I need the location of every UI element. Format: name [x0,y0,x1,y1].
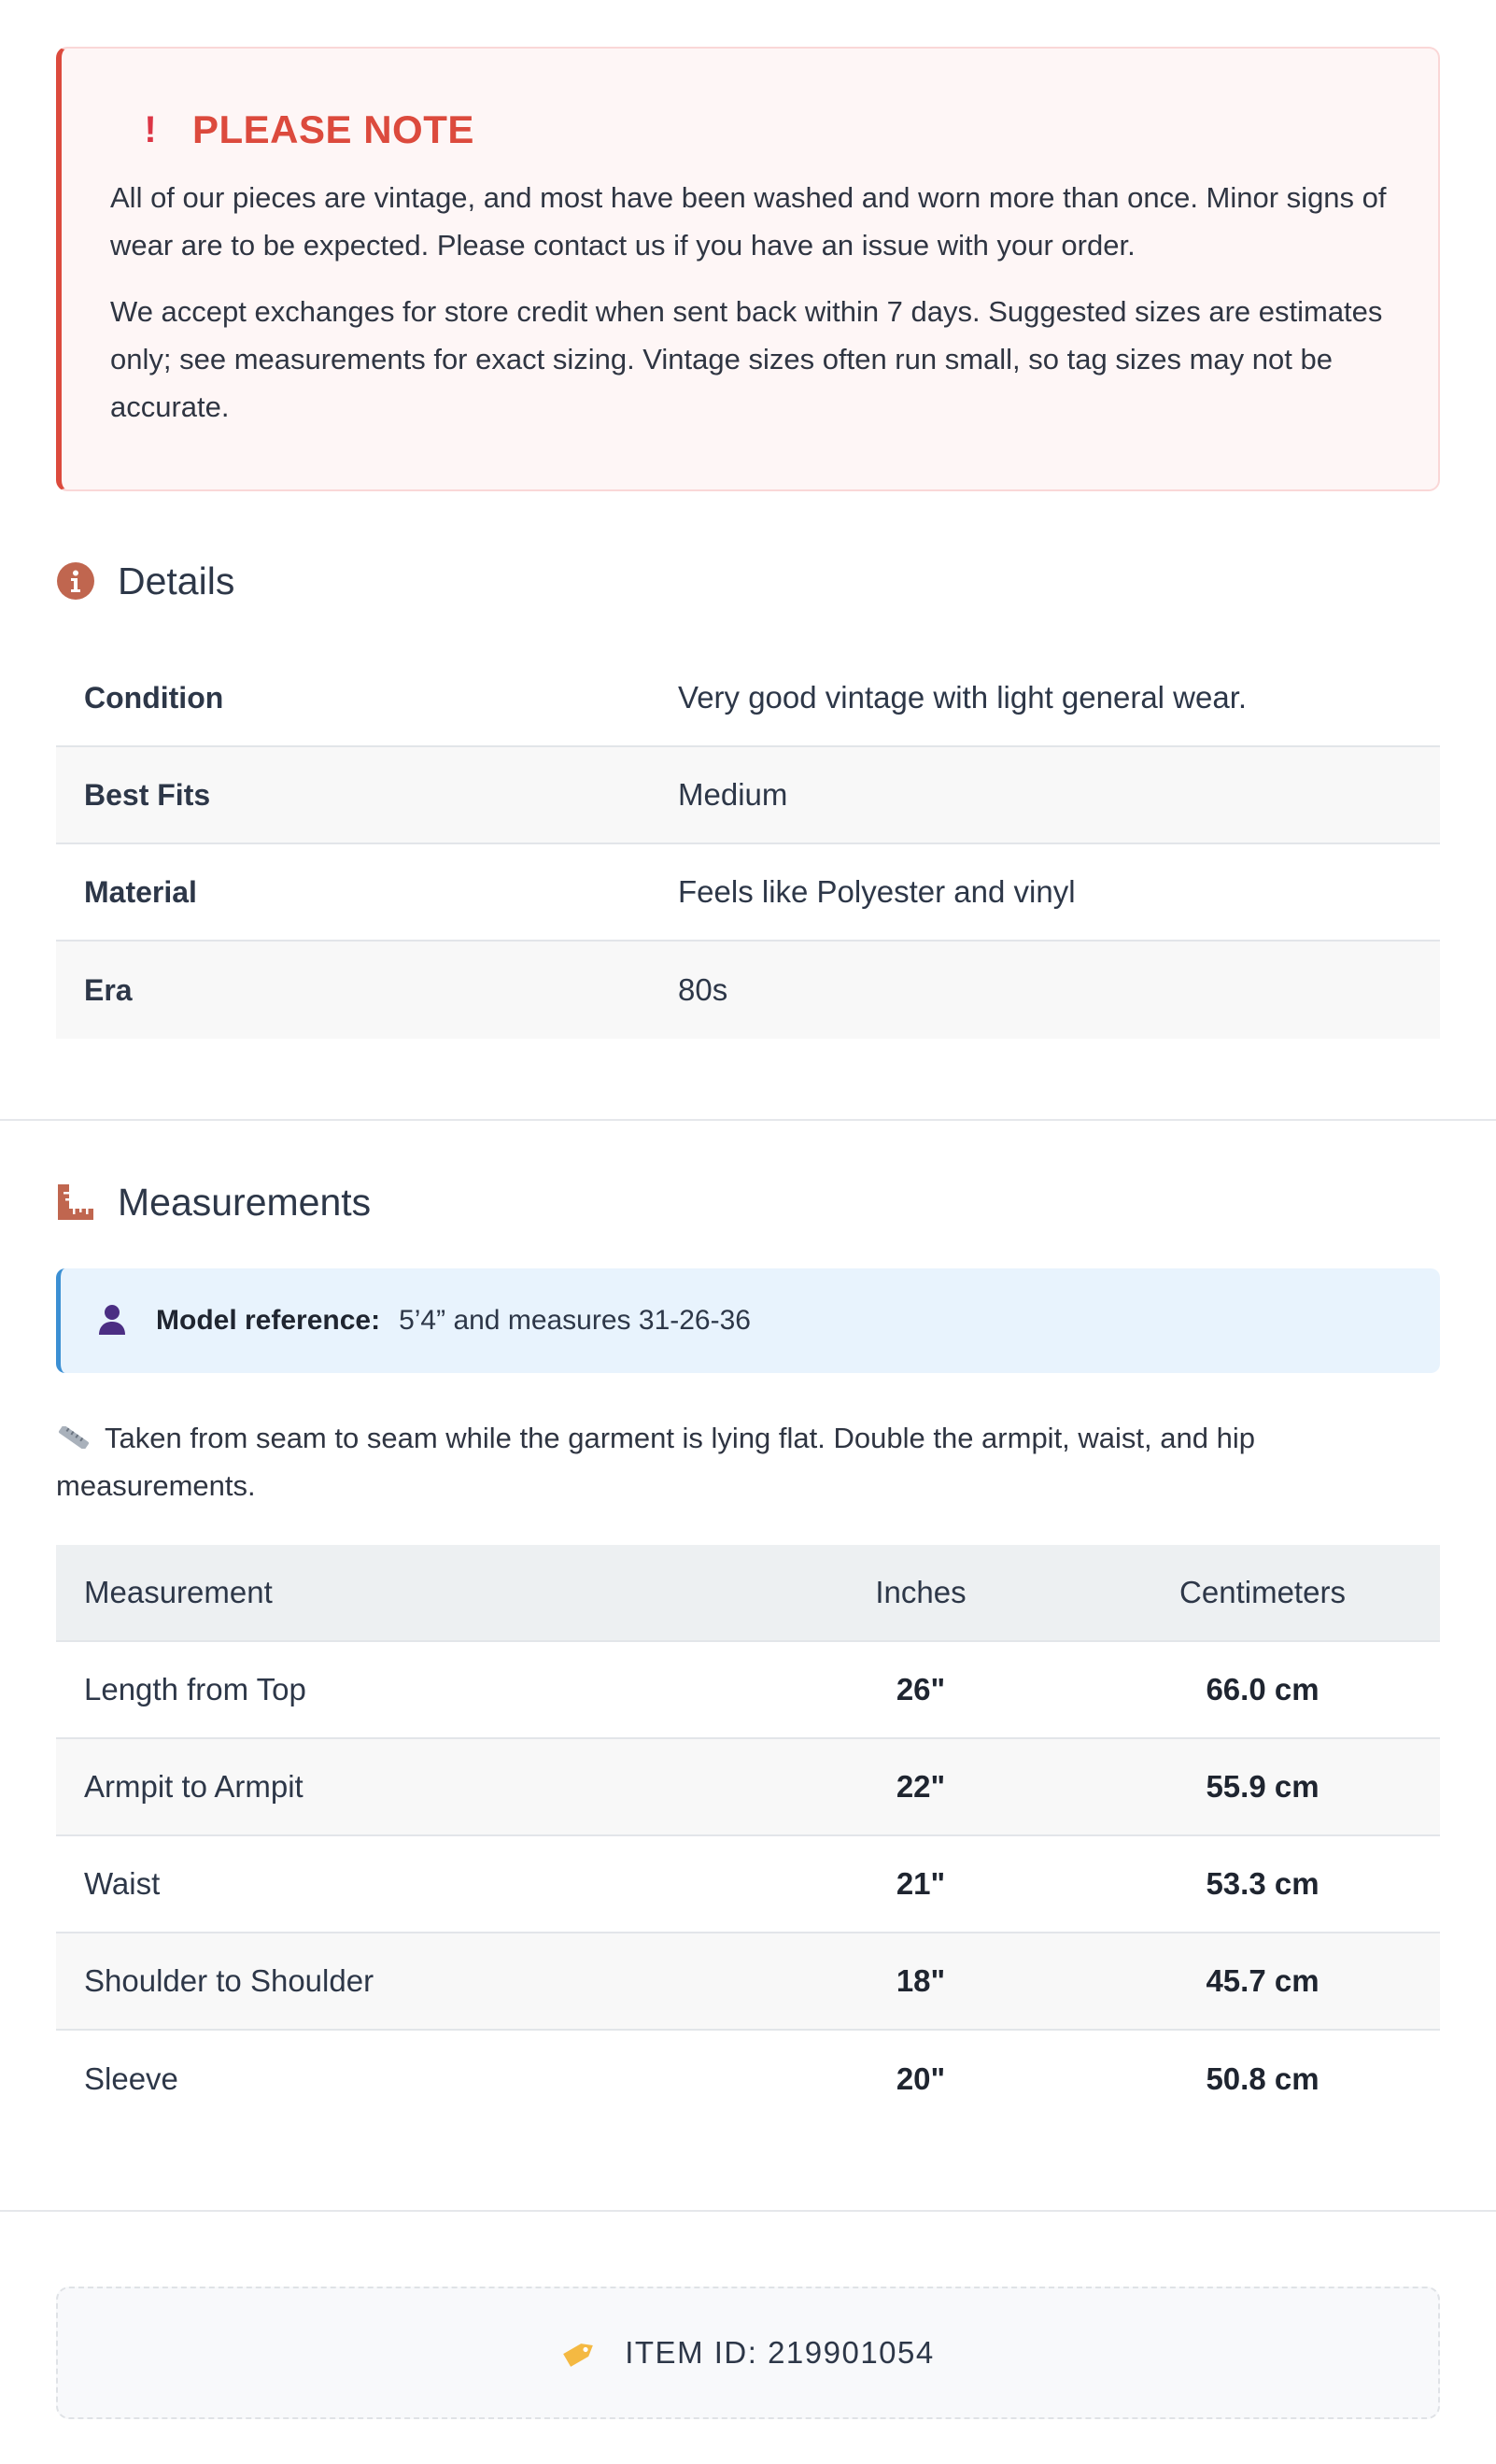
measurement-name: Shoulder to Shoulder [84,1963,374,1998]
notice-header [110,106,1390,153]
table-row [56,747,1440,844]
measurement-cm: 45.7 cm [1206,1963,1320,1998]
column-header: Measurement [84,1575,273,1609]
table-row [56,1933,1440,2031]
measurement-inches: 18" [896,1963,946,1998]
detail-value: Very good vintage with light general wear. [678,680,1248,715]
measurement-cm: 66.0 cm [1206,1672,1320,1706]
detail-label: Era [84,972,133,1007]
measurement-cm: 53.3 cm [1206,1866,1320,1901]
measurement-name: Sleeve [84,2061,178,2096]
ruler-icon [56,1182,95,1222]
table-row [56,844,1440,942]
model-reference-value: 5’4” and measures 31-26-36 [399,1305,751,1336]
detail-value: Medium [678,777,788,812]
measurement-inches: 20" [896,2061,946,2096]
measurement-note [56,1414,1401,1509]
model-reference-label: Model reference: [156,1305,381,1336]
section-divider [0,2210,1496,2212]
details-header [56,558,234,604]
table-row [56,2031,1440,2128]
info-icon [56,561,95,601]
table-row [56,1642,1440,1739]
detail-label: Best Fits [84,777,211,812]
measurements-header [56,1179,371,1225]
section-title: Measurements [118,1180,372,1224]
tag-icon [561,2336,599,2370]
item-id: ITEM ID: 219901054 [625,2335,935,2370]
measurement-inches: 21" [896,1866,946,1901]
model-reference-box [56,1268,1440,1373]
measurement-name: Armpit to Armpit [84,1769,303,1804]
section-title: Details [118,559,235,602]
measurement-name: Waist [84,1866,161,1901]
notice-box [56,47,1440,491]
details-table [56,650,1440,1039]
column-header: Inches [875,1575,967,1609]
table-row [56,650,1440,747]
measurement-inches: 26" [896,1672,946,1706]
measurements-table [56,1545,1440,2128]
item-id-box [56,2287,1440,2419]
detail-value: 80s [678,972,728,1007]
detail-label: Material [84,874,197,909]
exclamation-icon: ! [144,108,157,150]
straight-ruler-icon [56,1426,92,1449]
notice-paragraph: We accept exchanges for store credit when sent back within 7 days. Suggested sizes are estimates only; see measurements for exact sizing. Vintage sizes often run small, so tag sizes may not be accurate. [110,295,1383,423]
measurement-inches: 22" [896,1769,946,1804]
table-row [56,1836,1440,1933]
table-row [56,942,1440,1039]
measurement-cm: 55.9 cm [1206,1769,1320,1804]
person-icon [96,1303,128,1339]
notice-paragraph: All of our pieces are vintage, and most have been washed and worn more than once. Minor signs of wear are to be expected. Please contact us if you have an issue with your order. [110,181,1387,262]
measurement-name: Length from Top [84,1672,306,1706]
section-divider [0,1119,1496,1121]
measurement-cm: 50.8 cm [1206,2061,1320,2096]
notice-title: PLEASE NOTE [192,107,474,151]
detail-label: Condition [84,680,224,715]
column-header: Centimeters [1179,1575,1346,1609]
measurement-note-text: Taken from seam to seam while the garment is lying flat. Double the armpit, waist, and hip measurements. [56,1422,1255,1502]
detail-value: Feels like Polyester and vinyl [678,874,1076,909]
table-row [56,1739,1440,1836]
table-header-row [56,1545,1440,1642]
